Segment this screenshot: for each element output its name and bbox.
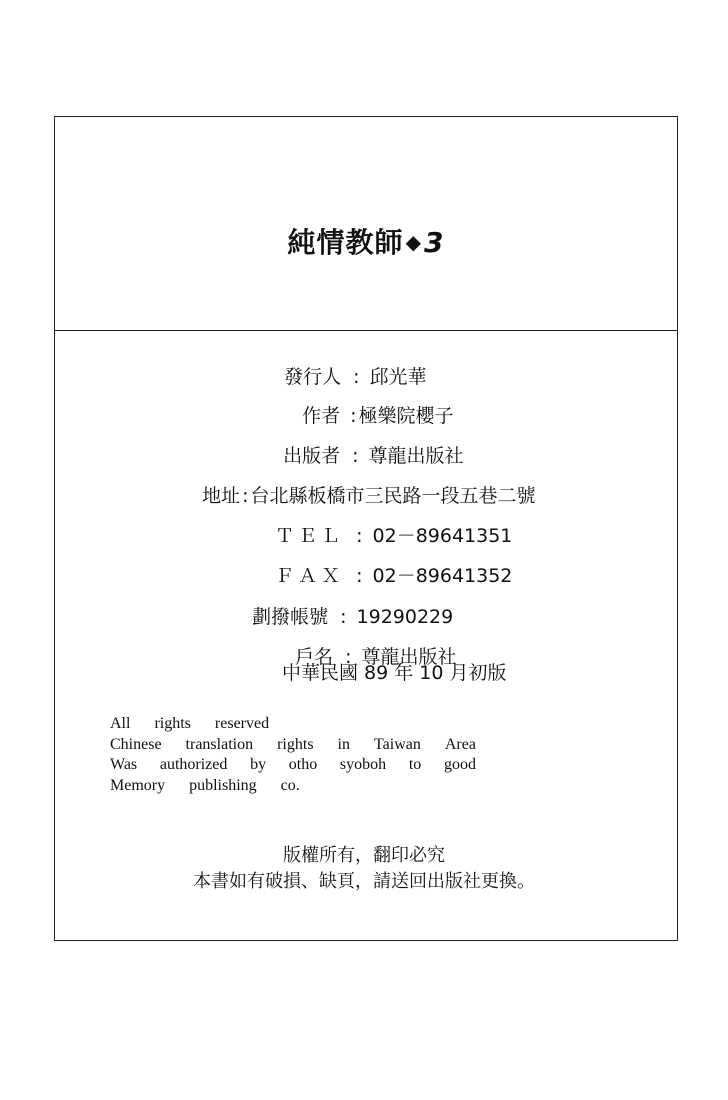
rights-line-1: All rights reserved — [110, 715, 270, 732]
rights-line-3: Was authorized by otho syoboh to good — [110, 756, 476, 773]
copyright-notice — [0, 843, 728, 895]
credit-label: 出版者 — [283, 445, 341, 467]
credit-value: 02－89641351 — [372, 525, 513, 547]
title-box — [55, 117, 677, 331]
rights-line-2: Chinese translation rights in Taiwan Area — [110, 735, 476, 753]
book-title-main: 純情教師 — [287, 226, 404, 259]
credit-fax: ＦＡＸ : 02－89641352 — [275, 565, 513, 587]
credit-value: 邱光華 — [369, 366, 427, 388]
credit-value: 19290229 — [356, 606, 454, 628]
credit-postal-account: 劃撥帳號 : 19290229 — [252, 606, 454, 628]
copyright-line: 版權所有，翻印必究 — [283, 845, 445, 866]
credit-value: 尊龍出版社 — [361, 646, 457, 668]
credit-publisher-person: 發行人 : 邱光華 — [284, 366, 427, 388]
credit-label: 發行人 — [284, 366, 342, 388]
credit-value: 台北縣板橋市三民路一段五巷二號 — [250, 485, 536, 507]
damage-replacement-line: 本書如有破損、缺頁，請送回出版社更換。 — [193, 871, 535, 892]
credit-tel: ＴＥＬ : 02－89641351 — [275, 525, 513, 547]
credit-label: ＴＥＬ — [275, 525, 345, 547]
credit-label: 作者 — [302, 405, 341, 427]
credit-author: 作者 : 極樂院櫻子 — [302, 405, 454, 427]
credit-address: 地址 : 台北縣板橋市三民路一段五巷二號 — [202, 485, 536, 507]
rights-statement — [110, 714, 476, 796]
volume-number: 3 — [423, 226, 445, 259]
credit-account-name: 戶名 : 尊龍出版社 — [295, 646, 457, 668]
credit-value: 尊龍出版社 — [368, 445, 464, 467]
credit-label: 戶名 — [295, 646, 334, 668]
credit-label: ＦＡＸ — [275, 565, 345, 587]
credit-label: 劃撥帳號 — [252, 606, 329, 628]
credit-label: 地址 — [202, 485, 241, 507]
credit-value: 02－89641352 — [372, 565, 513, 587]
book-title — [55, 221, 677, 261]
diamond-separator-icon: ◆ — [405, 230, 422, 254]
rights-line-4: Memory publishing co. — [110, 776, 300, 794]
credit-publisher: 出版者 : 尊龍出版社 — [283, 445, 464, 467]
credit-value: 極樂院櫻子 — [358, 405, 454, 427]
edition-date: 中華民國 89 年 10 月初版 — [282, 662, 507, 684]
